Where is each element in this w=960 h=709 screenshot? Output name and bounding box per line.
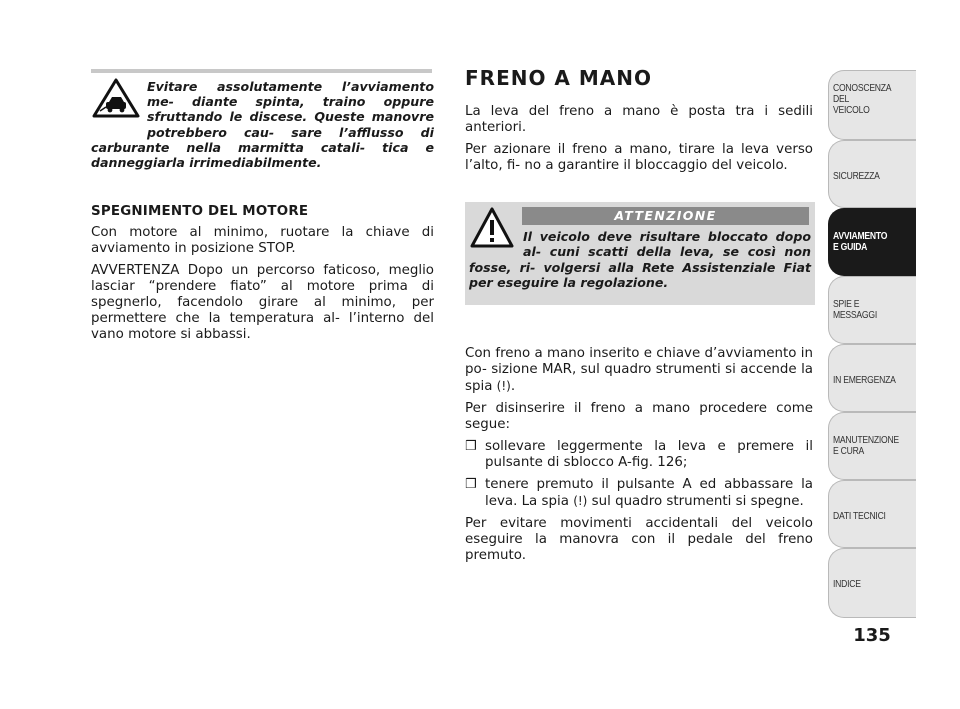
warning-note-text: Evitare assolutamente l’avviamento me- diante spinta, traino oppure sfruttando le discese. Queste manovre potrebbero cau- sare l’afflusso di carburante nella marmitta catali- tica e danneggiarla irrimediabilmente. <box>91 79 434 171</box>
tab-label: CONOSCENZA <box>833 82 892 94</box>
tab-label: MESSAGGI <box>833 309 877 321</box>
page-number: 135 <box>853 625 891 646</box>
section-title-spegnimento: SPEGNIMENTO DEL MOTORE <box>91 204 309 219</box>
right-instructions <box>465 346 813 570</box>
tab-label: DATI TECNICI <box>833 510 886 522</box>
tab-label: E GUIDA <box>833 241 868 253</box>
tab-in-emergenza[interactable] <box>828 344 916 412</box>
tab-label: AVVIAMENTO <box>833 230 888 242</box>
tab-indice[interactable] <box>828 548 916 618</box>
tab-label: INDICE <box>833 578 861 590</box>
paragraph: Per evitare movimenti accidentali del veicolo eseguire la manovra con il pedale del freno premuto. <box>465 516 813 563</box>
list-item-text-start: tenere premuto il pulsante A ed abbassare la leva. La spia <box>485 477 813 509</box>
paragraph-text: Con freno a mano inserito e chiave d’avviamento in po- sizione MAR, sul quadro strumenti si accende la spia <box>465 346 813 394</box>
list-item-text-end: sul quadro strumenti si spegne. <box>587 494 804 509</box>
tab-manutenzione-e-cura[interactable] <box>828 412 916 480</box>
tab-avviamento-e-guida[interactable] <box>828 208 916 276</box>
handbrake-warning-light-icon: (!) <box>496 379 511 393</box>
checkbox-bullet-icon: ❒ <box>465 439 477 454</box>
paragraph: Per azionare il freno a mano, tirare la leva verso l’alto, fi- no a garantire il bloccaggio del veicolo. <box>465 142 813 173</box>
right-intro <box>465 104 813 180</box>
list-item <box>465 439 813 471</box>
list-item <box>465 477 813 510</box>
paragraph-text-end: . <box>510 379 516 394</box>
tab-label: E CURA <box>833 445 865 457</box>
left-column <box>91 204 434 349</box>
tab-label: IN EMERGENZA <box>833 374 896 386</box>
paragraph: Con motore al minimo, ruotare la chiave di avviamento in posizione STOP. <box>91 225 434 256</box>
paragraph: Per disinserire il freno a mano procedere come segue: <box>465 401 813 432</box>
tab-sicurezza[interactable] <box>828 140 916 208</box>
paragraph: La leva del freno a mano è posta tra i sedili anteriori. <box>465 104 813 135</box>
top-divider <box>91 69 432 73</box>
paragraph: AVVERTENZA Dopo un percorso faticoso, meglio lasciar “prendere fiato” al motore prima di spegnerlo, facendolo girare al minimo, per permettere che la temperatura al- l’interno del vano motore si abbassi. <box>91 263 434 342</box>
tab-label: SPIE E <box>833 298 860 310</box>
list-item-text <box>485 477 813 510</box>
attention-label: ATTENZIONE <box>522 207 809 225</box>
tab-spie-e-messaggi[interactable] <box>828 276 916 344</box>
tab-label: MANUTENZIONE <box>833 434 899 446</box>
tab-label: SICUREZZA <box>833 170 880 182</box>
tab-dati-tecnici[interactable] <box>828 480 916 548</box>
paragraph <box>465 346 813 395</box>
warning-note <box>91 79 434 170</box>
tab-label: DEL <box>833 93 850 105</box>
handbrake-warning-light-icon: (!) <box>573 494 588 508</box>
page-title: FRENO A MANO <box>465 66 652 90</box>
tab-conoscenza-del-veicolo[interactable] <box>828 70 916 140</box>
attention-text-block <box>469 229 811 291</box>
attention-text: Il veicolo deve risultare bloccato dopo al- cuni scatti della leva, se così non fosse, ri- volgersi alla Rete Assistenziale Fiat per eseguire la regolazione. <box>469 229 811 291</box>
checkbox-bullet-icon: ❒ <box>465 477 477 492</box>
list-item-text: sollevare leggermente la leva e premere il pulsante di sblocco A-fig. 126; <box>485 439 813 470</box>
tab-label: VEICOLO <box>833 104 870 116</box>
